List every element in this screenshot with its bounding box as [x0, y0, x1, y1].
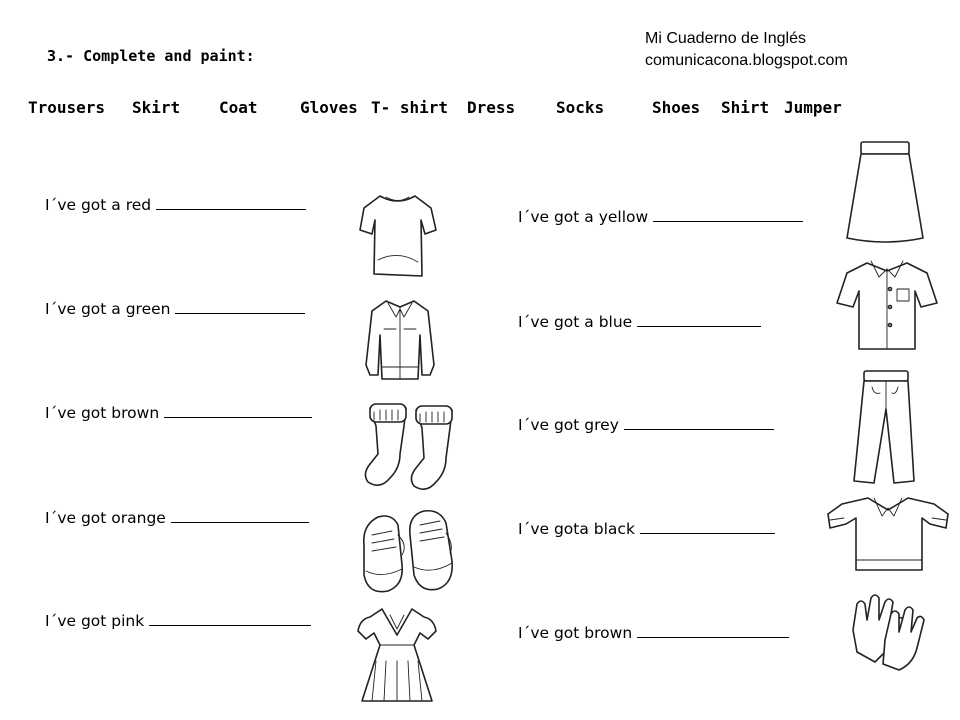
sentence-left-5 [45, 611, 311, 630]
answer-blank[interactable] [149, 611, 311, 626]
word-shirt: Shirt [721, 98, 770, 117]
answer-blank[interactable] [164, 403, 312, 418]
word-dress: Dress [467, 98, 516, 117]
socks-icon [360, 398, 460, 498]
sentence-right-5 [518, 623, 789, 642]
word-t-shirt: T- shirt [371, 98, 449, 117]
answer-blank[interactable] [171, 508, 309, 523]
word-skirt: Skirt [132, 98, 181, 117]
sentence-text: I´ve got a yellow [518, 208, 649, 226]
sentence-left-3 [45, 403, 312, 422]
sentence-text: I´ve got brown [518, 624, 633, 642]
answer-blank[interactable] [175, 299, 305, 314]
coat-icon [362, 295, 437, 385]
answer-blank[interactable] [637, 623, 789, 638]
word-shoes: Shoes [652, 98, 701, 117]
jumper-icon [826, 490, 950, 575]
shoes-icon [358, 505, 458, 600]
source-url: comunicacona.blogspot.com [645, 52, 848, 69]
t-shirt-icon [358, 190, 438, 280]
word-trousers: Trousers [28, 98, 106, 117]
sentence-text: I´ve got a green [45, 300, 171, 318]
answer-blank[interactable] [156, 195, 306, 210]
sentence-text: I´ve got orange [45, 509, 166, 527]
sentence-left-2 [45, 299, 305, 318]
word-gloves: Gloves [300, 98, 358, 117]
sentence-text: I´ve got a red [45, 196, 152, 214]
trousers-icon [850, 365, 920, 490]
answer-blank[interactable] [640, 519, 775, 534]
sentence-text: I´ve got brown [45, 404, 160, 422]
answer-blank[interactable] [637, 312, 761, 327]
answer-blank[interactable] [653, 207, 803, 222]
word-coat: Coat [219, 98, 258, 117]
source-credit [645, 28, 848, 72]
exercise-instruction: 3.- Complete and paint: [47, 47, 255, 65]
sentence-text: I´ve got a blue [518, 313, 633, 331]
sentence-text: I´ve got pink [45, 612, 145, 630]
sentence-text: I´ve got grey [518, 416, 619, 434]
dress-icon [352, 605, 442, 710]
shirt-icon [833, 255, 941, 355]
source-title: Mi Cuaderno de Inglés [645, 30, 806, 47]
sentence-left-4 [45, 508, 309, 527]
sentence-text: I´ve gota black [518, 520, 635, 538]
sentence-left-1 [45, 195, 306, 214]
sentence-right-2 [518, 312, 761, 331]
sentence-right-1 [518, 207, 803, 226]
word-jumper: Jumper [784, 98, 842, 117]
word-socks: Socks [556, 98, 605, 117]
sentence-right-4 [518, 519, 775, 538]
skirt-icon [843, 138, 928, 248]
sentence-right-3 [518, 415, 774, 434]
answer-blank[interactable] [624, 415, 774, 430]
gloves-icon [845, 590, 930, 675]
